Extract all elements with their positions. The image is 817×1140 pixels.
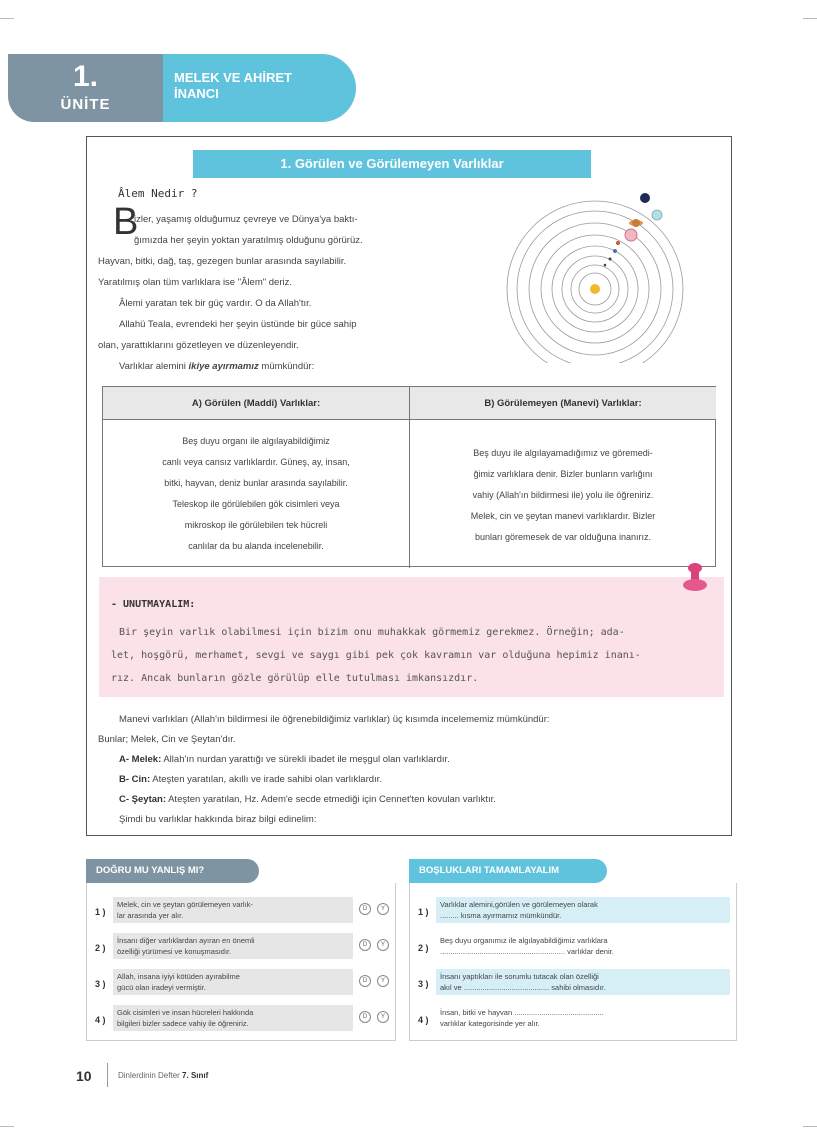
cell-line: vahiy (Allah'ın bildirmesi ile) yolu ile öğreniriz. <box>472 490 654 500</box>
intro-line <box>119 356 314 377</box>
cell-line: Teleskop ile görülebilen gök cisimleri veya <box>172 499 340 509</box>
crop-mark <box>0 1126 14 1127</box>
planet-icon <box>616 241 620 245</box>
item-label: B- Cin: <box>119 774 151 785</box>
question-number: 4 ) <box>418 1015 429 1025</box>
question-line: lar arasında yer alır. <box>117 911 184 920</box>
fill-blanks-panel <box>409 883 737 1041</box>
unit-header <box>8 54 356 122</box>
grade-label: 7. Sınıf <box>182 1071 209 1080</box>
question-line[interactable]: İnsan, bitki ve hayvan ........................................... <box>440 1008 604 1017</box>
cell-line: canlı veya cansız varlıklardır. Güneş, ay, insan, <box>162 457 350 467</box>
question-line: bilgileri bizler sadece vahiy ile öğreniriz. <box>117 1019 249 1028</box>
true-false-panel <box>86 883 396 1041</box>
question-text <box>436 933 730 959</box>
crop-mark <box>803 18 817 19</box>
item-text: Allah'ın nurdan yarattığı ve sürekli ibadet ile meşgul olan varlıklardır. <box>161 754 450 765</box>
section-title: 1. Görülen ve Görülemeyen Varlıklar <box>193 150 591 178</box>
question-text <box>113 969 353 995</box>
question-line: Varlıklar alemini,görülen ve görülemeyen olarak <box>440 900 598 909</box>
question-line: Melek, cin ve şeytan görülemeyen varlık- <box>117 900 253 909</box>
sun-icon <box>590 284 600 294</box>
unit-number: 1. <box>72 60 99 93</box>
false-option[interactable]: Y <box>377 939 389 951</box>
question-line: özelliği yürümesi ve konuşmasıdır. <box>117 947 232 956</box>
unit-title-line: MELEK VE AHİRET <box>174 70 292 85</box>
orbit-rings <box>507 201 683 363</box>
content-frame <box>86 136 732 836</box>
manevi-line: Bunlar; Melek, Cin ve Şeytan'dır. <box>98 734 236 745</box>
question-number: 1 ) <box>418 907 429 917</box>
crop-mark <box>0 18 14 19</box>
false-option[interactable]: Y <box>377 975 389 987</box>
question-line[interactable]: ............................................................ varlıklar denir. <box>440 947 614 956</box>
question-text <box>113 933 353 959</box>
question-number: 2 ) <box>418 943 429 953</box>
manevi-item-cin <box>98 770 728 790</box>
question-line[interactable]: akıl ve ......................................... sahibi olmasıdır. <box>440 983 606 992</box>
question-line: varlıklar kategorisinde yer alır. <box>440 1019 540 1028</box>
true-option[interactable]: D <box>359 1011 371 1023</box>
question-text <box>436 1005 730 1031</box>
planet-icon <box>640 193 650 203</box>
reminder-box <box>99 577 724 697</box>
question-number: 4 ) <box>95 1015 106 1025</box>
intro-line: Allahü Teala, evrendeki her şeyin üstünde bir güce sahip <box>119 319 357 330</box>
false-option[interactable]: Y <box>377 903 389 915</box>
question-number: 3 ) <box>95 979 106 989</box>
planet-icon <box>625 229 637 241</box>
false-option[interactable]: Y <box>377 1011 389 1023</box>
reminder-title: - UNUTMAYALIM: <box>111 599 196 610</box>
item-text: Ateşten yaratılan, Hz. Adem'e secde etmediği için Cennet'ten kovulan varlıktır. <box>165 794 496 805</box>
question-number: 2 ) <box>95 943 106 953</box>
question-text <box>436 897 730 923</box>
table-header-manevi: B) Görülemeyen (Manevi) Varlıklar: <box>410 387 716 420</box>
subheading: Âlem Nedir ? <box>118 187 198 200</box>
item-label: C- Şeytan: <box>119 794 166 805</box>
question-line: Gök cisimleri ve insan hücreleri hakkında <box>117 1008 254 1017</box>
unit-word: ÜNİTE <box>60 96 111 113</box>
table-cell-manevi <box>410 443 716 548</box>
manevi-item-seytan <box>98 790 728 810</box>
reminder-text <box>111 621 711 690</box>
pushpin-icon <box>681 561 709 597</box>
question-text <box>113 1005 353 1031</box>
cell-line: Beş duyu organı ile algılayabildiğimiz <box>182 436 330 446</box>
manevi-text <box>98 710 728 830</box>
fill-blanks-heading: BOŞLUKLARI TAMAMLAYALIM <box>409 859 607 883</box>
question-line: İnsanı yaptıkları ile sorumlu tutacak olan özelliği <box>440 972 599 981</box>
question-line: Allah, insana iyiyi kötüden ayırabilme <box>117 972 240 981</box>
cell-line: bitki, hayvan, deniz bunlar arasında sayılabilir. <box>164 478 348 488</box>
planet-icon <box>632 219 640 227</box>
footer-book <box>118 1071 208 1080</box>
footer-divider <box>107 1063 108 1087</box>
true-false-heading: DOĞRU MU YANLIŞ MI? <box>86 859 259 883</box>
true-option[interactable]: D <box>359 903 371 915</box>
question-line: İnsanı diğer varlıklardan ayıran en önemli <box>117 936 255 945</box>
unit-title-line: İNANCI <box>174 86 219 101</box>
drop-cap: B <box>113 201 139 243</box>
comparison-table <box>102 386 716 567</box>
cell-line: Beş duyu ile algılayamadığımız ve göremedi- <box>473 448 653 458</box>
book-name: Dinlerdinin Defter <box>118 1071 180 1080</box>
crop-mark <box>803 1126 817 1127</box>
planet-icon <box>652 210 662 220</box>
question-number: 3 ) <box>418 979 429 989</box>
cell-line: ğimiz varlıklara denir. Bizler bunların varlığını <box>473 469 653 479</box>
question-line: Beş duyu organımız ile algılayabildiğimiz varlıklara <box>440 936 608 945</box>
item-text: Ateşten yaratılan, akıllı ve irade sahibi olan varlıklardır. <box>150 774 382 785</box>
planet-icon <box>613 249 617 253</box>
question-text <box>113 897 353 923</box>
reminder-line: rız. Ancak bunların gözle görülüp elle tutulması imkansızdır. <box>111 673 479 684</box>
intro-line: ğımızda her şeyin yoktan yaratılmış olduğunu görürüz. <box>134 235 363 246</box>
intro-line: izler, yaşamış olduğumuz çevreye ve Dünya'ya baktı- <box>134 214 358 225</box>
unit-title <box>174 70 344 102</box>
question-line: gücü olan iradeyi vermiştir. <box>117 983 206 992</box>
planet-icon <box>609 258 612 261</box>
true-option[interactable]: D <box>359 939 371 951</box>
manevi-line: Şimdi bu varlıklar hakkında biraz bilgi edinelim: <box>119 814 317 825</box>
emphasis-text: ikiye ayırmamız <box>188 361 259 372</box>
orbit-ring <box>507 201 683 363</box>
question-text <box>436 969 730 995</box>
planet-icon <box>604 264 607 267</box>
manevi-item-melek <box>98 750 728 770</box>
intro-line: Yaratılmış olan tüm varlıklara ise "Âlem" deriz. <box>98 277 292 288</box>
true-option[interactable]: D <box>359 975 371 987</box>
manevi-line: Manevi varlıkları (Allah'ın bildirmesi ile öğrenebildiğimiz varlıklar) üç kısımda incelememiz mümkündür: <box>119 714 550 725</box>
cell-line: Melek, cin ve şeytan manevi varlıklardır. Bizler <box>470 511 656 521</box>
table-cell-maddi <box>103 431 409 557</box>
intro-text: Varlıklar alemini <box>119 361 189 372</box>
cell-line: bunları göremesek de var olduğuna inanırız. <box>474 532 652 542</box>
cell-line: canlılar da bu alanda incelenebilir. <box>188 541 324 551</box>
item-label: A- Melek: <box>119 754 162 765</box>
question-number: 1 ) <box>95 907 106 917</box>
question-line[interactable]: ......... kısma ayırmamız mümkündür. <box>440 911 562 920</box>
table-header-maddi: A) Görülen (Maddi) Varlıklar: <box>103 387 409 420</box>
solar-system-illustration <box>505 181 685 363</box>
reminder-line: Bir şeyin varlık olabilmesi için bizim onu muhakkak görmemiz gerekmez. Örneğin; ada- <box>119 627 625 638</box>
intro-line: Hayvan, bitki, dağ, taş, gezegen bunlar arasında sayılabilir. <box>98 256 347 267</box>
intro-line: Âlemi yaratan tek bir güç vardır. O da Allah'tır. <box>119 298 312 309</box>
page-number: 10 <box>76 1068 92 1084</box>
reminder-line: let, hoşgörü, merhamet, sevgi ve saygı gibi pek çok kavramın var olduğuna hepimiz inanı- <box>111 650 641 661</box>
cell-line: mikroskop ile görülebilen tek hücreli <box>184 520 328 530</box>
intro-line: olan, yarattıklarını gözetleyen ve düzenleyendir. <box>98 340 299 351</box>
intro-text: mümkündür: <box>258 361 315 372</box>
